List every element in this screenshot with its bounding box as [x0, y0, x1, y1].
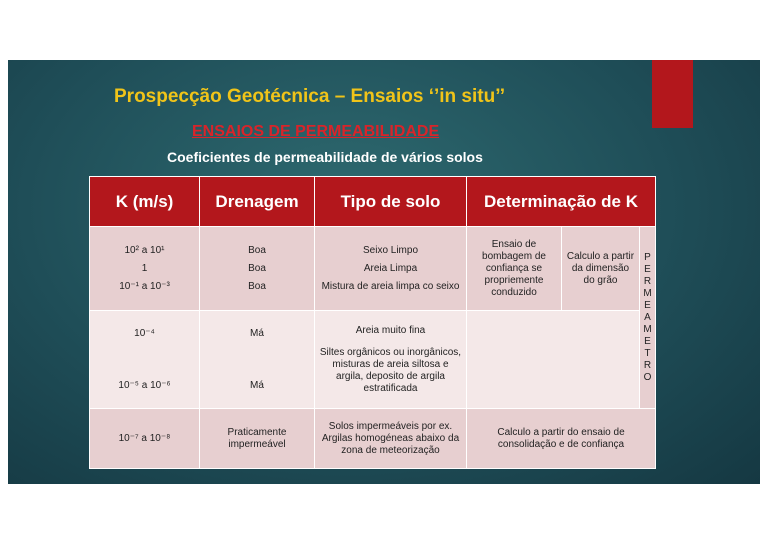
table-header-row [90, 177, 656, 227]
decorative-red-tab [652, 60, 693, 128]
cell-tipo-solo [315, 227, 467, 311]
k-value: 10² a 10¹ [124, 244, 165, 256]
slide-subtitle: ENSAIOS DE PERMEABILIDADE [192, 123, 440, 140]
k-value: 1 [141, 262, 148, 274]
tipo-value: Seixo Limpo [362, 244, 419, 256]
drenagem-value: Boa [248, 280, 266, 292]
permeability-table [89, 176, 656, 469]
cell-drenagem [200, 227, 315, 311]
k-value: 10⁻⁴ [134, 327, 155, 339]
permeametro-letter: R [643, 359, 652, 371]
permeametro-letter: R [643, 275, 652, 287]
permeametro-letter: E [644, 335, 651, 347]
cell-determinacao: Calculo a partir do ensaio de consolidação e de confiança [467, 409, 656, 469]
cell-ensaio-bombagem: Ensaio de bombagem de confiança se propriemente conduzido [467, 227, 562, 311]
cell-k [90, 227, 200, 311]
header-determinacao: Determinação de K [467, 177, 656, 227]
tipo-value: Areia Limpa [363, 262, 418, 274]
k-value: 10⁻⁵ a 10⁻⁶ [118, 379, 171, 391]
permeametro-letter: A [644, 311, 651, 323]
permeametro-letter: M [643, 287, 652, 299]
drenagem-value: Má [250, 327, 264, 339]
tipo-value: Areia muito fina [355, 324, 426, 336]
tipo-value: Mistura de areia limpa co seixo [321, 280, 460, 292]
header-drenagem: Drenagem [200, 177, 315, 227]
table-row [90, 409, 656, 469]
permeametro-letter: T [644, 347, 651, 359]
permeametro-letter: P [644, 251, 651, 263]
cell-drenagem [200, 311, 315, 409]
cell-tipo-solo: Solos impermeáveis por ex. Argilas homogéneas abaixo da zona de meteorização [315, 409, 467, 469]
cell-drenagem: Praticamente impermeável [200, 409, 315, 469]
slide-title: Prospecção Geotécnica – Ensaios ‘’in situ’’ [114, 86, 506, 107]
tipo-value: Siltes orgânicos ou inorgânicos, misturas de areia siltosa e argila, deposito de argila estratificada [319, 346, 462, 394]
drenagem-value: Boa [248, 244, 266, 256]
cell-k [90, 311, 200, 409]
cell-calculo-grao: Calculo a partir da dimensão do grão [562, 227, 640, 311]
permeametro-letter: O [643, 371, 652, 383]
drenagem-value: Má [250, 379, 264, 391]
cell-empty [467, 311, 640, 409]
header-tipo-solo: Tipo de solo [315, 177, 467, 227]
table-row [90, 227, 656, 311]
permeametro-letter: E [644, 263, 651, 275]
permeametro-letter: M [643, 323, 652, 335]
cell-tipo-solo [315, 311, 467, 409]
drenagem-value: Boa [248, 262, 266, 274]
header-k: K (m/s) [90, 177, 200, 227]
k-value: 10⁻¹ a 10⁻³ [119, 280, 170, 292]
cell-k: 10⁻⁷ a 10⁻⁸ [90, 409, 200, 469]
cell-permeametro [640, 227, 656, 409]
permeametro-letter: E [644, 299, 651, 311]
table-row [90, 311, 656, 409]
table-caption: Coeficientes de permeabilidade de vários solos [167, 149, 483, 165]
